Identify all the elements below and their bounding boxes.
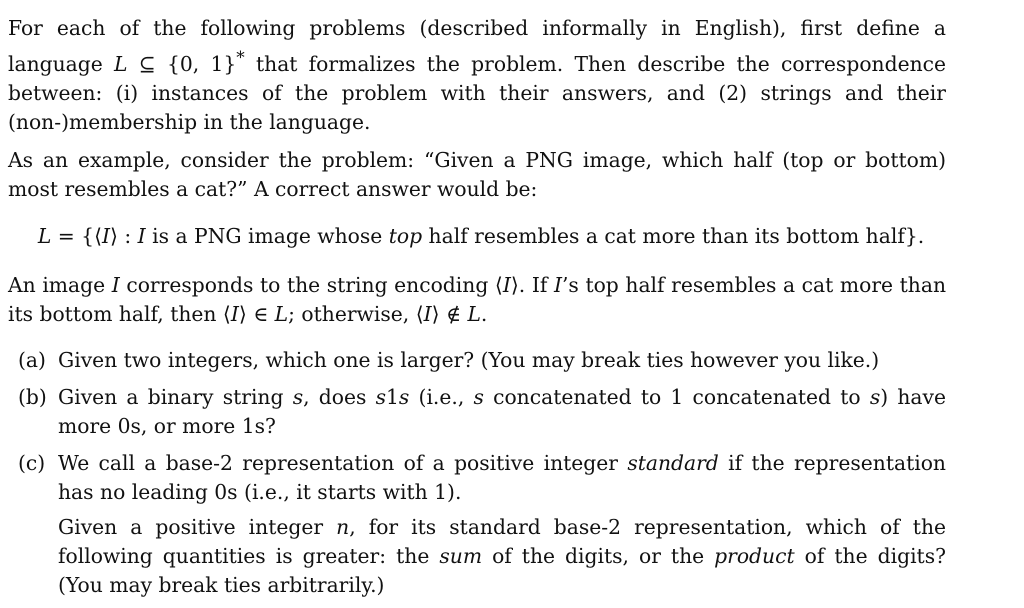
explanation-text: .: [480, 301, 488, 326]
emphasis-product: product: [714, 543, 795, 568]
problem-text: ) have more 0s, or more 1s?: [58, 384, 946, 438]
problem-text: concatenated to 1 concatenated to: [483, 384, 870, 409]
problem-label: (b): [18, 384, 47, 409]
math-I: I: [137, 223, 146, 248]
math-n: n: [336, 514, 350, 539]
math-subset-set: ⊆ {0, 1}: [127, 51, 237, 76]
example-paragraph: As an example, consider the problem: “Given a PNG image, which half (top or bottom) most resembles a cat?” A correct answer would be:: [8, 147, 946, 201]
math-kleene-star: *: [236, 47, 245, 67]
language-definition-display: [8, 222, 946, 251]
explanation-text: An image: [8, 272, 112, 297]
problem-item-b: [8, 383, 946, 441]
problem-text: of the digits? (You may break ties arbitrarily.): [58, 543, 946, 597]
math-I: I: [111, 272, 120, 297]
problem-list: [8, 346, 946, 600]
explanation-text: corresponds to the string encoding ⟨: [119, 272, 503, 297]
explanation-paragraph: [8, 271, 946, 329]
explanation-text: ⟩. If: [510, 272, 554, 297]
math-L: L: [467, 301, 481, 326]
problem-label: (c): [18, 450, 46, 475]
problem-item-a: [8, 346, 946, 375]
problem-text: Given a binary string: [58, 384, 293, 409]
explanation-text: ⟩ ∈: [238, 301, 275, 326]
problem-text: , does: [303, 384, 376, 409]
intro-text-2: that formalizes the problem. Then describe the correspondence between: (i) instances of the problem with their answers, and (2) strings and their (non-)membership in the language.: [8, 51, 947, 134]
problem-text: We call a base-2 representation of a positive integer: [58, 450, 628, 475]
explanation-text: ; otherwise, ⟨: [288, 301, 424, 326]
math-I: I: [230, 301, 239, 326]
intro-paragraph: [8, 14, 946, 137]
problem-item-c: [8, 449, 946, 600]
problem-document: [8, 14, 946, 608]
emphasis-top: top: [388, 223, 423, 248]
explanation-text: ’s top half resembles a cat more than its bottom half, then ⟨: [8, 272, 947, 326]
math-I: I: [101, 223, 110, 248]
math-s: s: [869, 384, 881, 409]
math-s: s: [398, 384, 410, 409]
problem-text: , for its standard base-2 representation, which of the following quantities is greater: the: [58, 514, 947, 568]
explanation-text: ⟩ ∉: [431, 301, 468, 326]
intro-text-1: For each of the following problems (described informally in English), first define a language: [8, 16, 946, 76]
math-text: ⟩ :: [110, 223, 138, 248]
emphasis-standard: standard: [627, 450, 719, 475]
math-L: L: [37, 223, 52, 248]
problem-text: if the representation has no leading 0s (i.e., it starts with 1).: [58, 450, 946, 504]
problem-label: (a): [18, 347, 46, 372]
math-I: I: [423, 301, 432, 326]
math-s: s: [292, 384, 304, 409]
problem-c-definition: [58, 449, 946, 507]
problem-text: (i.e.,: [409, 384, 474, 409]
math-L: L: [114, 51, 128, 76]
math-s: s: [375, 384, 386, 409]
problem-text: 1: [386, 384, 399, 409]
problem-c-question: [58, 513, 946, 600]
math-text: is a PNG image whose: [145, 223, 389, 248]
math-L: L: [274, 301, 289, 326]
math-s: s: [473, 384, 484, 409]
math-I: I: [502, 272, 511, 297]
math-text: half resembles a cat more than its bottom half}.: [422, 223, 925, 248]
problem-text: of the digits, or the: [482, 543, 715, 568]
problem-text: Given two integers, which one is larger? (You may break ties however you like.): [58, 347, 880, 372]
problem-text: Given a positive integer: [58, 514, 337, 539]
math-I: I: [553, 272, 562, 297]
emphasis-sum: sum: [439, 543, 483, 568]
math-text: = {⟨: [51, 223, 102, 248]
